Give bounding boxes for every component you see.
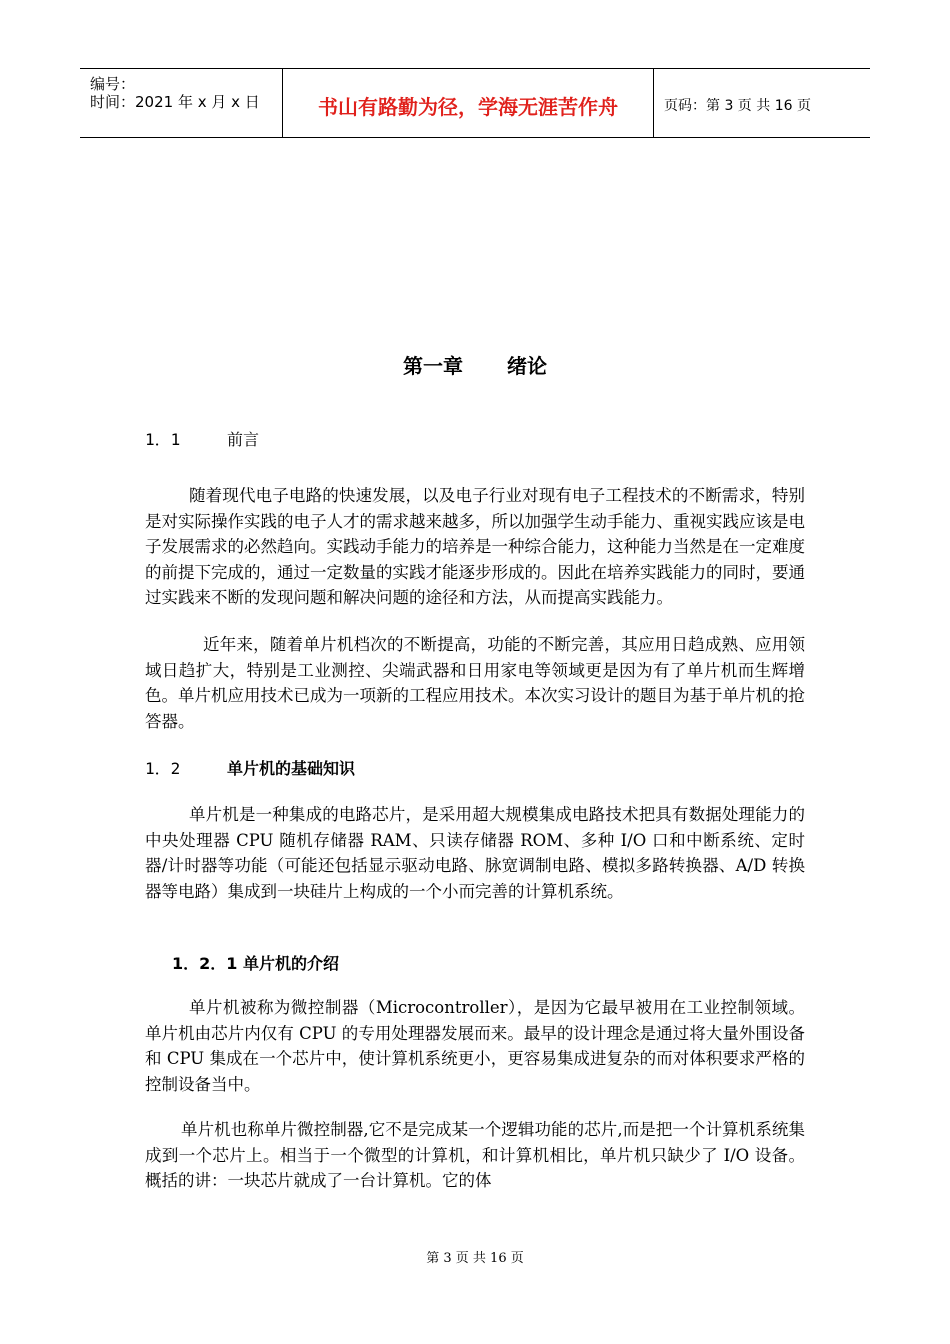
header-motto: 书山有路勤为径，学海无涯苦作舟 (318, 95, 618, 119)
paragraph: 随着现代电子电路的快速发展，以及电子行业对现有电子工程技术的不断需求，特别是对实际操作实践的电子人才的需求越来越多，所以加强学生动手能力、重视实践应该是电子发展需求的必然趋向。实践动手能力的培养是一种综合能力，这种能力当然是在一定难度的前提下完成的，通过一定数量的实践才能逐步形成的。因此在培养实践能力的同时，要通过实践来不断的发现问题和解决问题的途径和方法，从而提高实践能力。 (145, 486, 805, 607)
document-number-label: 编号： (90, 75, 136, 93)
header-motto-cell (283, 69, 654, 137)
section-heading-1-2 (145, 756, 355, 779)
page-footer: 第 3 页 共 16 页 (426, 1251, 524, 1266)
header-page-info: 页码：第 3 页 共 16 页 (664, 98, 811, 114)
section-title: 单片机的基础知识 (227, 759, 356, 778)
section-title: 前言 (227, 430, 260, 449)
section-number: 1．1 (145, 430, 181, 449)
paragraph: 单片机是一种集成的电路芯片，是采用超大规模集成电路技术把具有数据处理能力的中央处理器 CPU 随机存储器 RAM、只读存储器 ROM、多种 I/O 口和中断系统、定时器/计时器等功能（可能还包括显示驱动电路、脉宽调制电路、模拟多路转换器、A/D 转换器等电路）集成到一块硅片上构成的一个小而完善的计算机系统。 (145, 805, 805, 901)
chapter-title: 绪论 (507, 354, 547, 378)
paragraph: 近年来，随着单片机档次的不断提高，功能的不断完善，其应用日趋成熟、应用领域日趋扩大，特别是工业测控、尖端武器和日用家电等领域更是因为有了单片机而生辉增色。单片机应用技术已成为一项新的工程应用技术。本次实习设计的题目为基于单片机的抢答器。 (145, 635, 805, 731)
header-page-cell (654, 69, 870, 137)
paragraph: 单片机也称单片微控制器,它不是完成某一个逻辑功能的芯片,而是把一个计算机系统集成到一个芯片上。相当于一个微型的计算机，和计算机相比，单片机只缺少了 I/O 设备。概括的讲：一块芯片就成了一台计算机。它的体 (145, 1120, 805, 1190)
paragraph: 单片机被称为微控制器（Microcontroller），是因为它最早被用在工业控制领域。单片机由芯片内仅有 CPU 的专用处理器发展而来。最早的设计理念是通过将大量外围设备和 CPU 集成在一个芯片中，使计算机系统更小，更容易集成进复杂的而对体积要求严格的控制设备当中。 (145, 998, 805, 1094)
document-time-label: 时间：2021 年 x 月 x 日 (90, 93, 260, 111)
chapter-label: 第一章 (403, 354, 463, 378)
chapter-heading (0, 350, 950, 379)
header-table (80, 68, 870, 138)
subsection-heading: 1．2．1 单片机的介绍 (172, 954, 339, 973)
section-heading-1-1 (145, 427, 259, 450)
section-number: 1．2 (145, 759, 181, 778)
header-left-cell (80, 69, 283, 137)
